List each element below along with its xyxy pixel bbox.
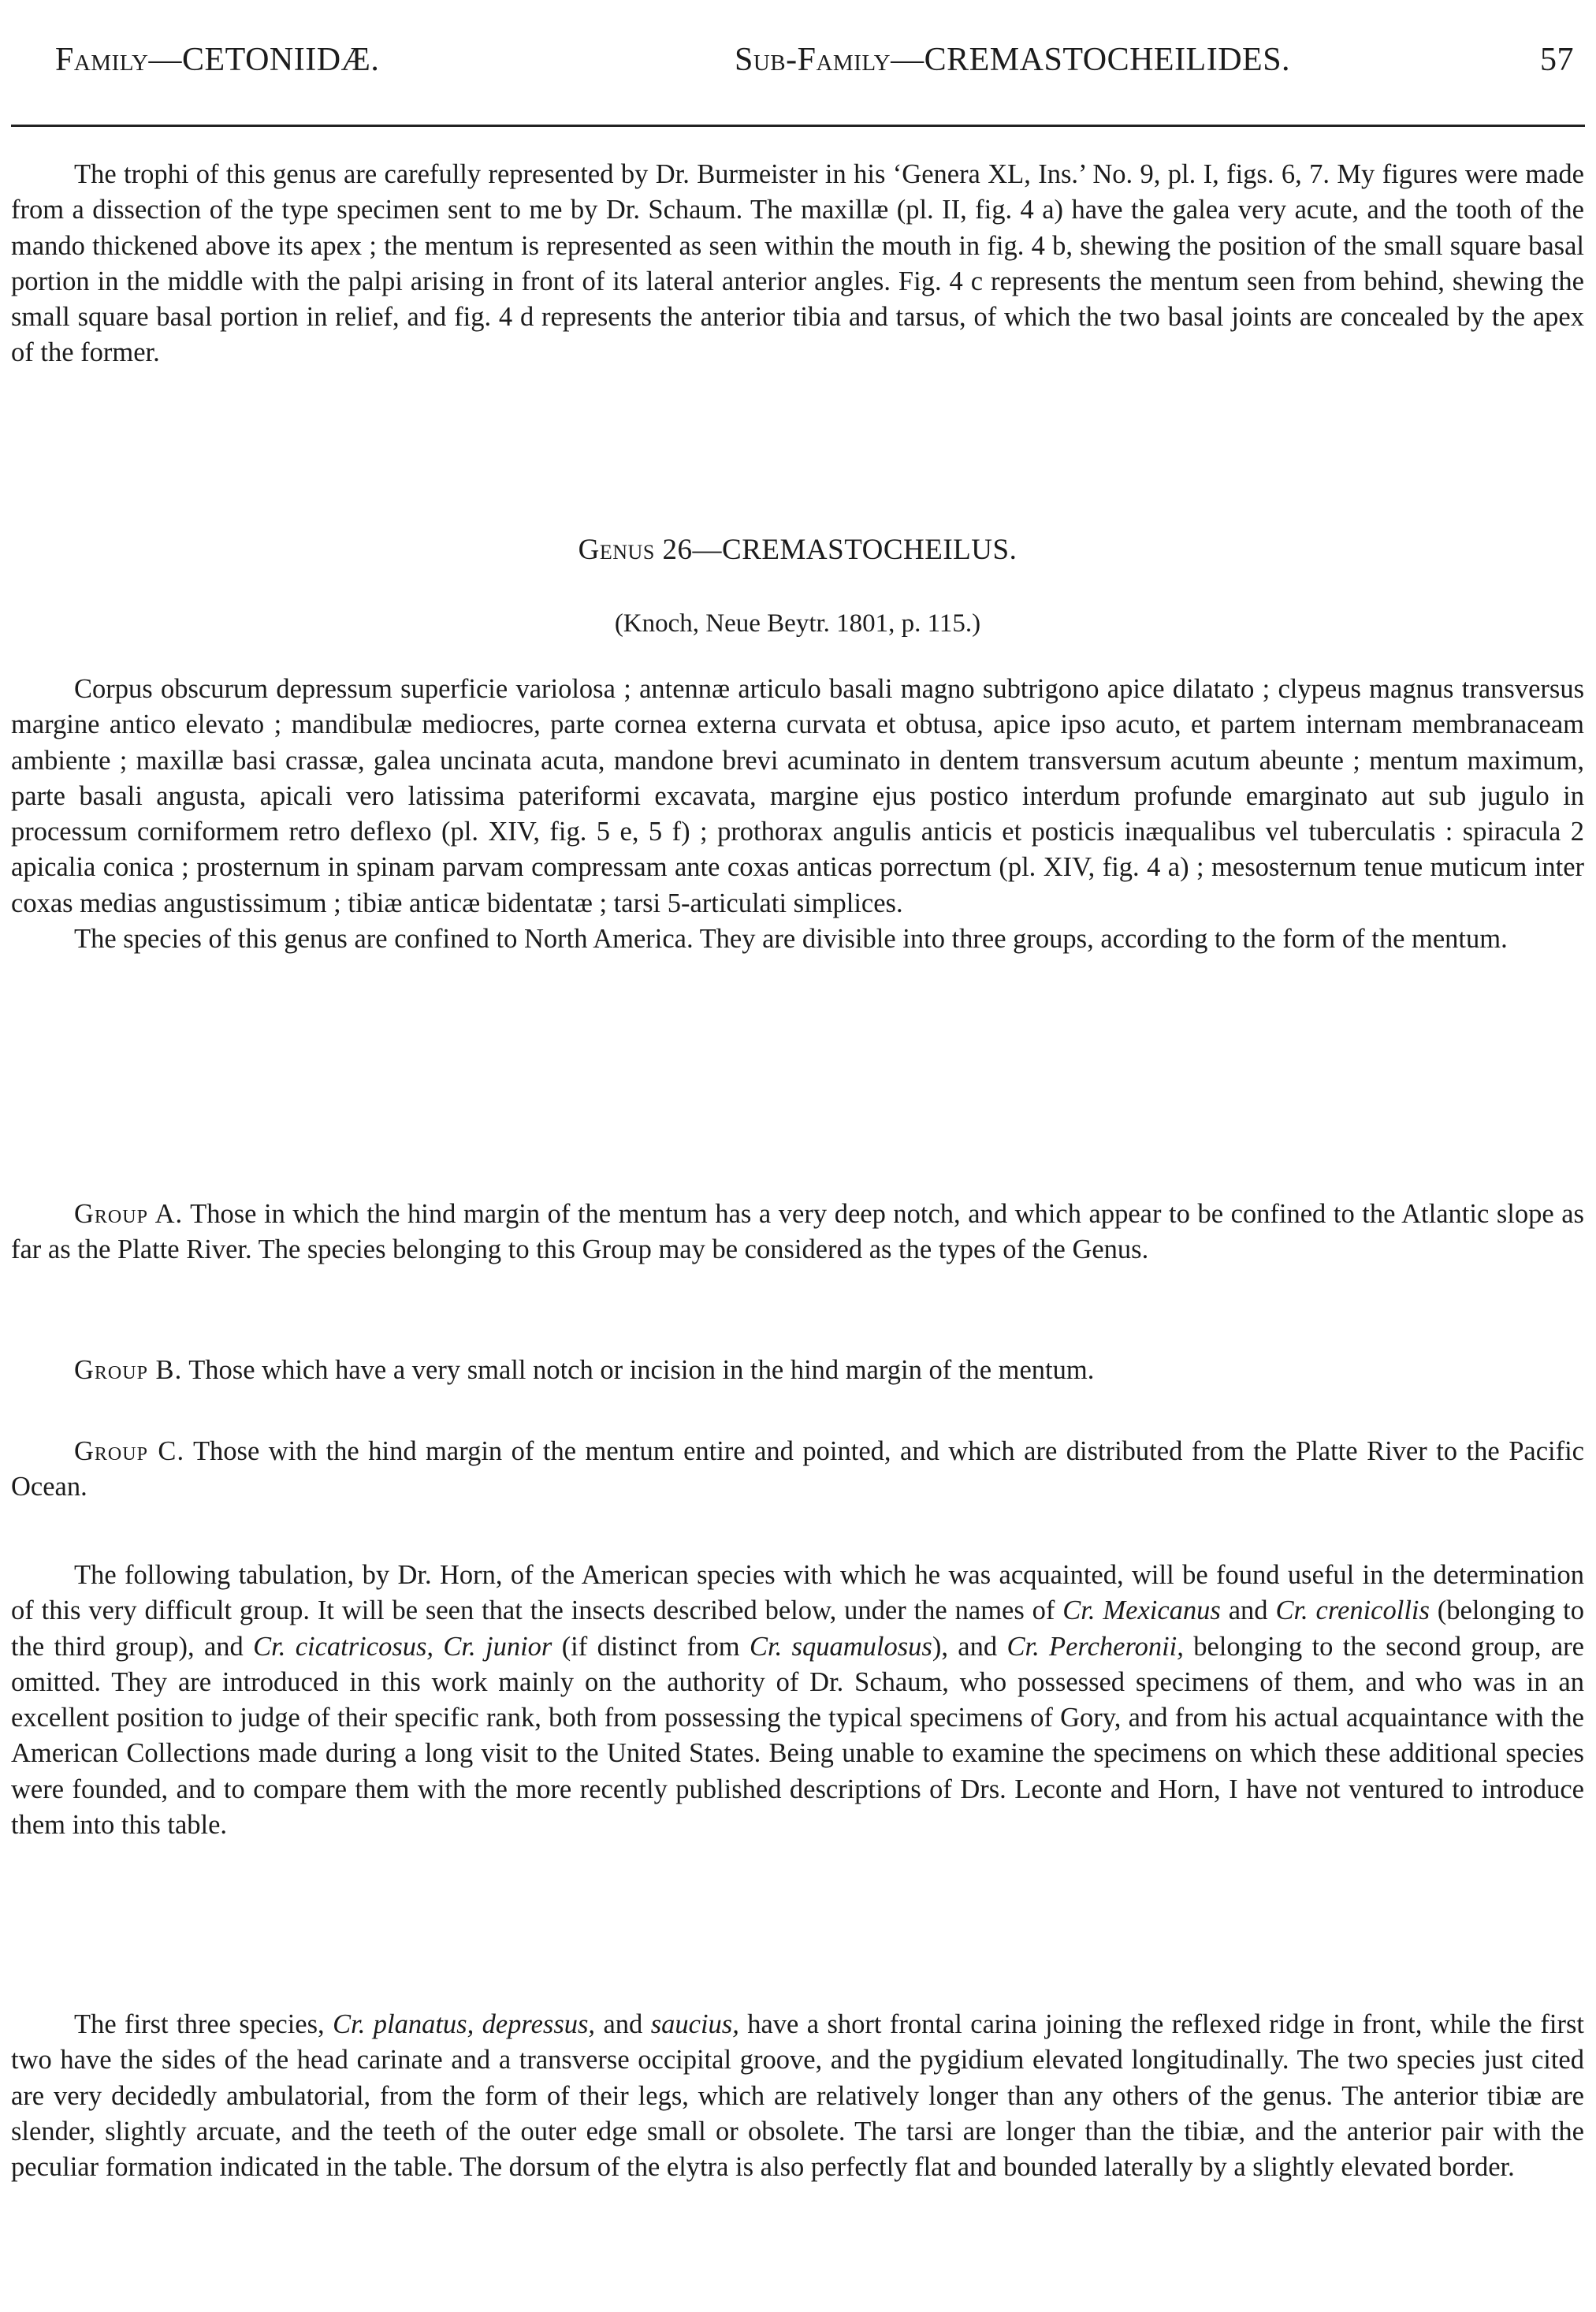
species-name: Cr. crenicollis bbox=[1275, 1595, 1430, 1626]
latin-description-block bbox=[11, 672, 1584, 957]
species-name: Cr. cicatricosus, Cr. junior bbox=[253, 1631, 552, 1662]
first-three-paragraph bbox=[11, 2007, 1584, 2185]
species-name: saucius, bbox=[650, 2009, 739, 2039]
header-rule bbox=[11, 125, 1585, 127]
species-name: Cr. Percheronii, bbox=[1006, 1631, 1184, 1662]
group-b-paragraph bbox=[11, 1353, 1584, 1388]
group-c-text: Those with the hind margin of the mentum entire and pointed, and which are distributed from the Platte River to the Pacific Ocean. bbox=[11, 1436, 1584, 1502]
group-c-paragraph bbox=[11, 1434, 1584, 1506]
running-head bbox=[11, 41, 1585, 88]
species-name: Cr. squamulosus bbox=[749, 1631, 932, 1662]
genus-title: Genus 26—CREMASTOCHEILUS. bbox=[578, 534, 1017, 566]
tabulation-paragraph bbox=[11, 1558, 1584, 1843]
group-a-paragraph bbox=[11, 1197, 1584, 1268]
tabulation-text-4: (if distinct from bbox=[552, 1631, 750, 1662]
subfamily-heading: Sub-Family—CREMASTOCHEILIDES. bbox=[735, 42, 1291, 78]
group-a-label: Group A. bbox=[74, 1199, 184, 1229]
group-c-block bbox=[11, 1434, 1584, 1506]
group-b-label: Group B. bbox=[74, 1355, 183, 1385]
latin-description: Corpus obscurum depressum superficie variolosa ; antennæ articulo basali magno subtrigono apice dilatato ; clypeus magnus transversus margine antico elevato ; mandibulæ mediocres, parte cornea externa curvata et obtusa, apice ipso acuto, et partem internam membranaceam ambiente ; maxillæ basi crassæ, galea uncinata acuta, mandone brevi acuminato in dentem transversum acutum abeunte ; mentum maximum, parte basali angusta, apicali vero latissima pateriformi excavata, margine ejus postico interdum profunde emarginato aut sub jugulo in processum corniformem retro deflexo (pl. XIV, fig. 5 e, 5 f) ; prothorax angulis anticis et posticis inæqualibus vel tuberculatis : spiracula 2 apicalia conica ; prosternum in spinam parvam compressam ante coxas anticas porrectum (pl. XIV, fig. 4 a) ; mesosternum tenue muticum inter coxas medias angustissimum ; tibiæ anticæ bidentatæ ; tarsi 5-articulati simplices. bbox=[11, 674, 1584, 918]
group-b-text: Those which have a very small notch or incision in the hind margin of the mentum. bbox=[188, 1355, 1095, 1385]
group-b-block bbox=[11, 1353, 1584, 1388]
tabulation-block bbox=[11, 1558, 1584, 1843]
group-a-text: Those in which the hind margin of the mentum has a very deep notch, and which appear to be confined to the Atlantic slope as far as the Platte River. The species belonging to this Group may be considered as the types of the Genus. bbox=[11, 1199, 1584, 1265]
species-name: Cr. Mexicanus bbox=[1062, 1595, 1221, 1626]
group-c-label: Group C. bbox=[74, 1436, 185, 1466]
family-heading: Family—CETONIIDÆ. bbox=[55, 42, 380, 78]
first-three-text-1: The first three species, bbox=[74, 2009, 333, 2039]
first-three-text-2: and bbox=[595, 2009, 651, 2039]
intro-block bbox=[11, 157, 1584, 371]
tabulation-text-3: (belonging to the third group), and bbox=[11, 1595, 1584, 1662]
page-number: 57 bbox=[1540, 42, 1574, 78]
tabulation-text-5: ), and bbox=[932, 1631, 1007, 1662]
genus-reference: (Knoch, Neue Beytr. 1801, p. 115.) bbox=[614, 609, 981, 638]
intro-paragraph: The trophi of this genus are carefully represented by Dr. Burmeister in his ‘Genera XL, Ins.’ No. 9, pl. I, figs. 6, 7. My figures were made from a dissection of the type specimen sent to me by Dr. Schaum. The maxillæ (pl. II, fig. 4 a) have the galea very acute, and the tooth of the mando thickened above its apex ; the mentum is represented as seen within the mouth in fig. 4 b, shewing the position of the small square basal portion in the middle with the palpi arising in front of its lateral anterior angles. Fig. 4 c represents the mentum seen from behind, shewing the small square basal portion in relief, and fig. 4 d represents the anterior tibia and tarsus, of which the two basal joints are concealed by the apex of the former. bbox=[11, 159, 1584, 368]
group-a-block bbox=[11, 1197, 1584, 1268]
distribution-paragraph: The species of this genus are confined to North America. They are divisible into three groups, according to the form of the mentum. bbox=[74, 924, 1508, 955]
tabulation-text-6: belonging to the second group, are omitted. They are introduced in this work mainly on the authority of Dr. Schaum, who possessed specimens of them, and who was in an excellent position to judge of their specific rank, both from possessing the typical specimens of Gory, and from his actual acquaintance with the American Collections made during a long visit to the United States. Being unable to examine the specimens on which these additional species were founded, and to compare them with the more recently published descriptions of Drs. Leconte and Horn, I have not ventured to introduce them into this table. bbox=[11, 1631, 1584, 1841]
first-three-text-3: have a short frontal carina joining the reflexed ridge in front, while the first two have the sides of the head carinate and a transverse occipital groove, and the pygidium elevated longitudinally. The two species just cited are very decidedly ambulatorial, from the form of their legs, which are relatively longer than any others of the genus. The anterior tibiæ are slender, slightly arcuate, and the teeth of the outer edge small or obsolete. The tarsi are longer than the tibiæ, and the anterior pair with the peculiar formation indicated in the table. The dorsum of the elytra is also perfectly flat and bounded laterally by a slightly elevated border. bbox=[11, 2009, 1584, 2183]
tabulation-text-2: and bbox=[1220, 1595, 1276, 1626]
tabulation-text-1: The following tabulation, by Dr. Horn, of the American species with which he was acquainted, will be found useful in the determination of this very difficult group. It will be seen that the insects described below, under the names of bbox=[11, 1560, 1584, 1626]
species-name: Cr. planatus, depressus, bbox=[333, 2009, 596, 2039]
first-three-block bbox=[11, 2007, 1584, 2185]
